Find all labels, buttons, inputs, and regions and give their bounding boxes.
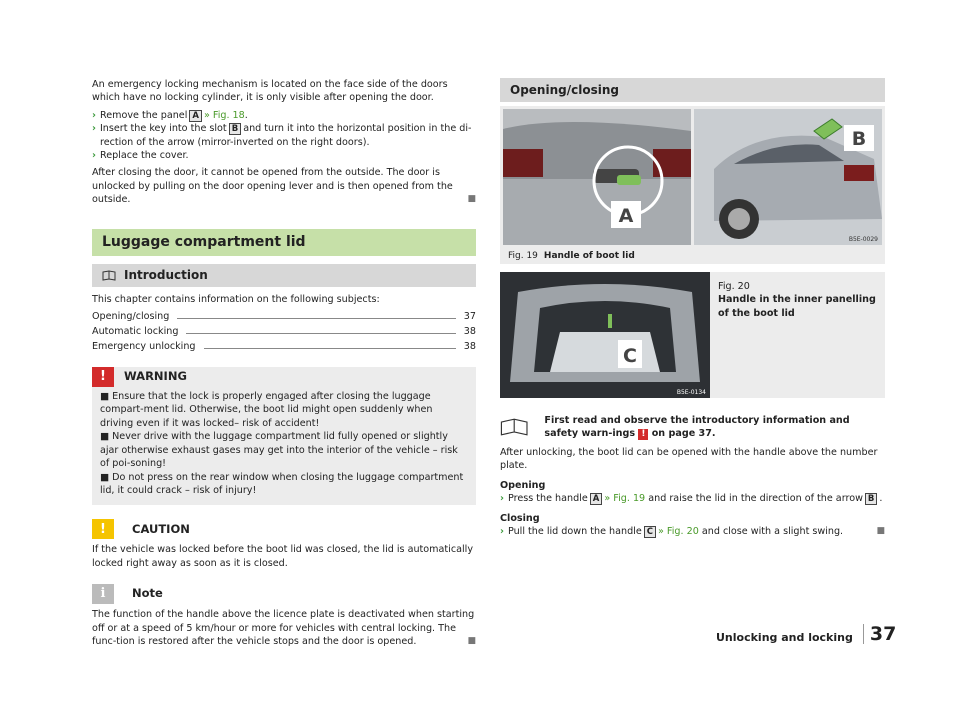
closing-heading: Closing [500, 512, 540, 524]
caution-heading: ! CAUTION [92, 519, 476, 539]
step-remove-panel: › Remove the panel A » Fig. 18. [92, 109, 248, 121]
figure-19 [500, 106, 885, 264]
intro-heading: Introduction [92, 264, 476, 287]
toc-entry[interactable]: Emergency unlocking 38 [92, 341, 476, 353]
key-label-a: A [189, 110, 202, 122]
figure-20 [500, 272, 885, 398]
figure-19-caption: Fig. 19 Handle of boot lid [508, 251, 635, 261]
book-icon [102, 270, 116, 281]
car-rear-overview-image [694, 109, 882, 245]
closing-step: › Pull the lid down the handle C » Fig. 20 and close with a slight swing. ■ [500, 526, 885, 538]
warning-icon: ! [92, 367, 114, 387]
toc-entry[interactable]: Opening/closing 37 [92, 311, 476, 323]
right-column [500, 78, 885, 538]
info-icon: i [92, 584, 114, 604]
book-icon [500, 414, 528, 440]
figure-label-b: B [851, 128, 867, 150]
image-code: B5E-0134 [676, 389, 706, 396]
body-paragraph: After unlocking, the boot lid can be opened with the handle above the number plate. [500, 447, 878, 472]
chevron-right-icon: › [92, 123, 96, 135]
figure-label-a: A [618, 205, 634, 227]
image-code: B5E-0029 [848, 236, 878, 243]
end-mark-icon: ■ [467, 635, 476, 646]
warning-icon: ! [638, 429, 648, 440]
page-footer [716, 624, 896, 644]
warning-item: ■ Ensure that the lock is properly engaged after closing the luggage compart-ment lid. Otherwise, the boot lid might open suddenly when driving even if it was locked– risk of accident! [100, 391, 433, 429]
note-heading: i Note [92, 584, 476, 604]
fig20-link[interactable]: » Fig. 20 [658, 526, 699, 538]
chevron-right-icon: › [92, 150, 96, 162]
boot-interior-image [500, 272, 710, 398]
chapter-text: This chapter contains information on the following subjects: [92, 293, 380, 305]
car-rear-closeup-image [503, 109, 691, 245]
intro-paragraph: An emergency locking mechanism is located on the face side of the doors which have no locking cylinder, it is only visible after opening the door. [92, 79, 448, 104]
step-insert-key: › Insert the key into the slot B and turn it into the horizontal position in the di-rection of the arrow (mirror-inverted on the right doors). [92, 123, 472, 148]
figure-label-c: C [623, 345, 637, 367]
left-column [92, 78, 476, 652]
key-label-b: B [229, 123, 241, 135]
end-mark-icon: ■ [876, 526, 885, 537]
section-title: Luggage compartment lid [92, 229, 476, 256]
figure-20-caption: Fig. 20 Handle in the inner panelling of the boot lid [710, 272, 885, 398]
chevron-right-icon: › [500, 526, 504, 538]
chevron-right-icon: › [92, 109, 96, 121]
toc-entry[interactable]: Automatic locking 38 [92, 326, 476, 338]
note-text: The function of the handle above the licence plate is deactivated when starting off or at a speed of 5 km/hour or more for vehicles with central locking. The func-tion is restored after the vehicle stops and the door is opened. ■ [92, 609, 476, 647]
subsection-heading: Opening/closing [500, 78, 885, 102]
caution-text: If the vehicle was locked before the boot lid was closed, the lid is automatically locked right away as soon as it is closed. [92, 544, 473, 569]
key-label-b: B [865, 493, 877, 505]
fig18-link[interactable]: » Fig. 18 [203, 109, 245, 121]
warning-item: ■ Never drive with the luggage compartment lid fully opened or slightly ajar otherwise exhaust gases may get into the interior of the vehicle – risk of poi-soning! [100, 431, 458, 470]
end-mark-icon: ■ [467, 194, 476, 205]
opening-heading: Opening [500, 479, 546, 491]
after-closing-paragraph: After closing the door, it cannot be opened from the outside. The door is unlocked by pulling on the door opening lever and is then opened from the outside. ■ [92, 167, 476, 206]
key-label-c: C [644, 526, 656, 538]
warning-title: WARNING [124, 369, 187, 384]
chapter-title: Unlocking and locking [716, 630, 853, 644]
toc [92, 310, 476, 353]
page-number: 37 [863, 624, 896, 644]
warning-box [92, 367, 476, 505]
fig19-link[interactable]: » Fig. 19 [604, 493, 646, 505]
key-label-a: A [590, 493, 603, 505]
chevron-right-icon: › [500, 493, 504, 505]
read-first-callout: First read and observe the introductory information and safety warn-ings ! on page 37. [500, 414, 885, 440]
step-replace-cover: › Replace the cover. [92, 150, 189, 162]
opening-step: › Press the handle A » Fig. 19 and raise the lid in the direction of the arrow B . [500, 493, 883, 505]
warning-item: ■ Do not press on the rear window when closing the luggage compartment lid, it could crack – risk of injury! [100, 471, 464, 496]
caution-icon: ! [92, 519, 114, 539]
